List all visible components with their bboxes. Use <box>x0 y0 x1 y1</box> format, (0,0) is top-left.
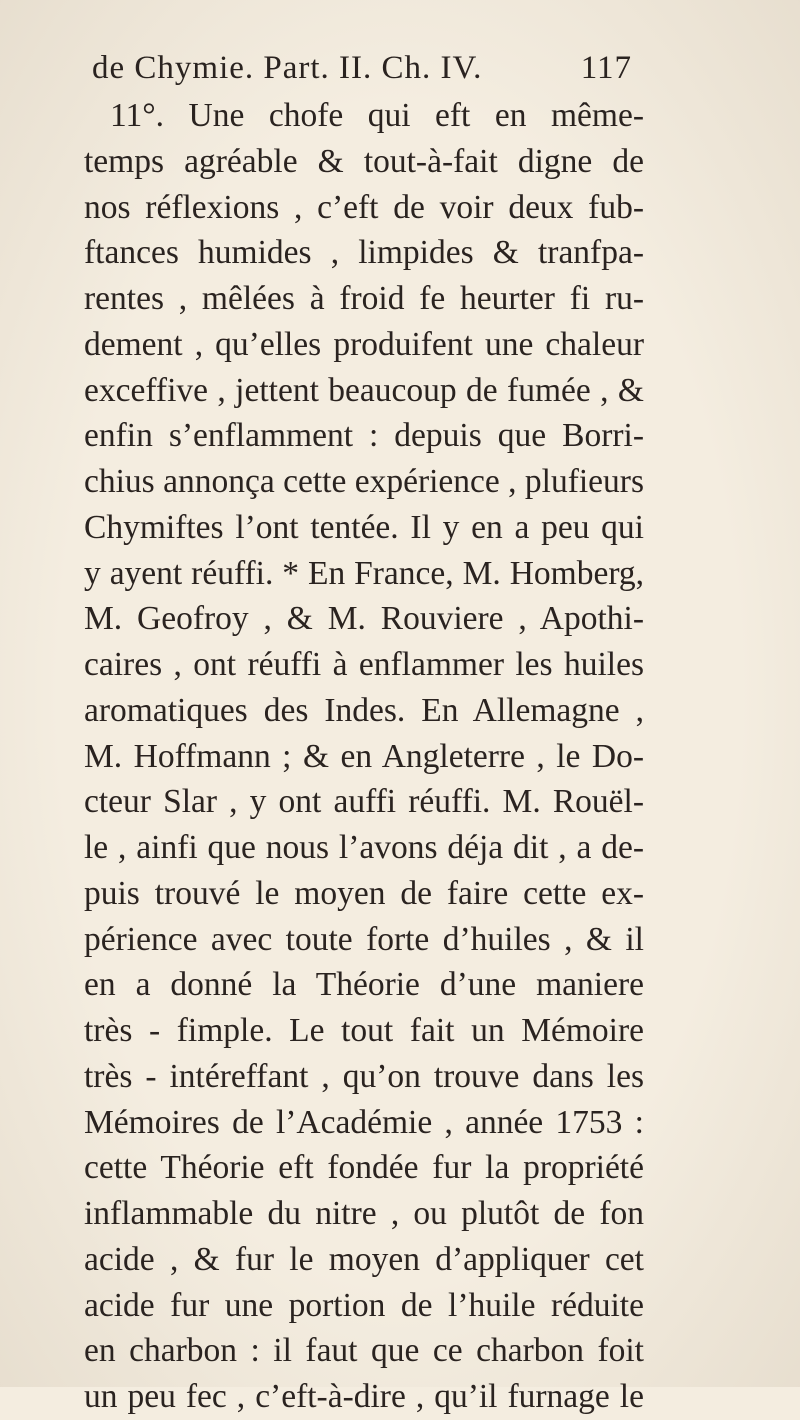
text-line: caires , ont réuffi à enflammer les huiles <box>84 646 644 683</box>
running-header <box>92 50 632 94</box>
text-line: nos réflexions , c’eft de voir deux fub- <box>84 188 644 226</box>
text-line: le , ainfi que nous l’avons déja dit , a de- <box>84 829 644 866</box>
text-line: Chymiftes l’ont tentée. Il y en a peu qui <box>84 508 644 546</box>
running-title: de Chymie. Part. II. Ch. IV. <box>92 50 483 86</box>
text-line: M. Hoffmann ; & en Angleterre , le Do- <box>84 737 644 775</box>
text-line: en charbon : il faut que ce charbon foit <box>84 1332 644 1370</box>
text-line: rentes , mêlées à froid fe heurter fi ru- <box>84 280 644 317</box>
body-text <box>84 93 644 1420</box>
text-line: temps agréable & tout-à-fait digne de <box>84 142 644 180</box>
text-line: très - fimple. Le tout fait un Mémoire <box>84 1012 644 1049</box>
text-line: ftances humides , limpides & tranfpa- <box>84 234 644 272</box>
text-line: cteur Slar , y ont auffi réuffi. M. Rouël- <box>84 783 644 821</box>
text-line: périence avec toute forte d’huiles , & il <box>84 920 644 958</box>
page-number: 117 <box>580 50 632 86</box>
text-line: Mémoires de l’Académie , année 1753 : <box>84 1103 644 1141</box>
text-line: cette Théorie eft fondée fur la propriété <box>84 1149 644 1187</box>
text-line: acide fur une portion de l’huile réduite <box>84 1286 644 1324</box>
text-line: M. Geofroy , & M. Rouviere , Apothi- <box>84 600 644 638</box>
text-line: très - intéreffant , qu’on trouve dans les <box>84 1057 644 1095</box>
text-line: chius annonça cette expérience , plufieurs <box>84 463 644 500</box>
text-line: inflammable du nitre , ou plutôt de fon <box>84 1195 644 1232</box>
text-line: acide , & fur le moyen d’appliquer cet <box>84 1240 644 1278</box>
text-line: enfin s’enflamment : depuis que Borri- <box>84 417 644 455</box>
text-line: dement , qu’elles produifent une chaleur <box>84 325 644 363</box>
text-line: 11°. Une chofe qui eft en même- <box>110 97 644 134</box>
text-line: en a donné la Théorie d’une maniere <box>84 966 644 1004</box>
text-line: exceffive , jettent beaucoup de fumée , & <box>84 371 644 409</box>
text-line: aromatiques des Indes. En Allemagne , <box>84 691 644 729</box>
text-line: un peu fec , c’eft-à-dire , qu’il furnage le <box>84 1378 644 1415</box>
text-line: puis trouvé le moyen de faire cette ex- <box>84 874 644 912</box>
text-line: y ayent réuffi. * En France, M. Homberg, <box>84 554 644 592</box>
